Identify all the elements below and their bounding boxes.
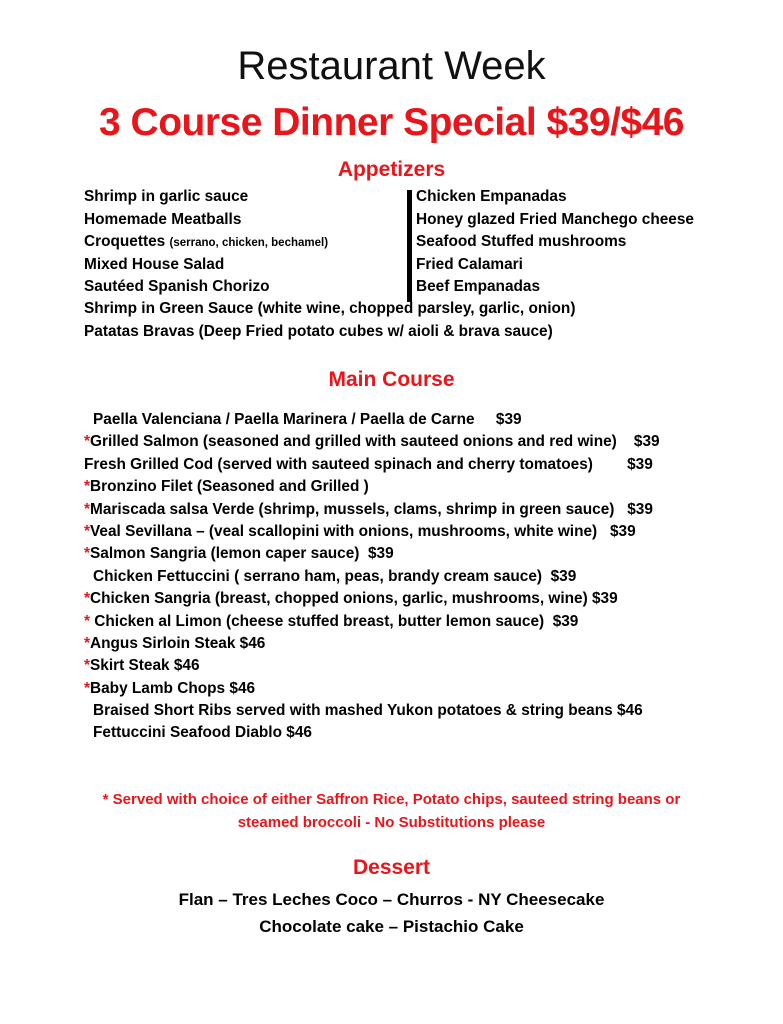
main-course-text: Braised Short Ribs served with mashed Yukon potatoes & string beans $46	[93, 702, 643, 720]
main-course-item	[84, 543, 764, 565]
appetizer-item: Shrimp in garlic sauce	[84, 188, 249, 205]
appetizer-item: Sautéed Spanish Chorizo	[84, 278, 270, 295]
asterisk-marker: *	[84, 590, 90, 608]
appetizers-heading: Appetizers	[337, 158, 446, 181]
appetizer-item: Shrimp in Green Sauce (white wine, chopped parsley, garlic, onion)	[84, 300, 576, 317]
main-course-item	[84, 521, 764, 543]
main-course-text: Chicken al Limon (cheese stuffed breast, butter lemon sauce) $39	[90, 612, 579, 630]
dessert-heading: Dessert	[352, 856, 431, 879]
main-course-text: Baby Lamb Chops $46	[90, 679, 256, 697]
appetizer-item: Seafood Stuffed mushrooms	[416, 233, 627, 250]
appetizer-item: Croquettes (serrano, chicken, bechamel)	[84, 233, 329, 250]
main-course-text: Fresh Grilled Cod (served with sauteed spinach and cherry tomatoes) $39	[84, 455, 653, 473]
main-course-item	[84, 566, 764, 588]
asterisk-marker: *	[84, 679, 90, 697]
main-course-text: Angus Sirloin Steak $46	[90, 634, 266, 652]
dessert-line: Flan – Tres Leches Coco – Churros - NY Cheesecake	[178, 890, 605, 909]
asterisk-marker: *	[84, 500, 90, 518]
main-course-text: Mariscada salsa Verde (shrimp, mussels, clams, shrimp in green sauce) $39	[90, 500, 653, 518]
main-course-text: Paella Valenciana / Paella Marinera / Paella de Carne $39	[93, 411, 522, 428]
page-title: Restaurant Week	[237, 44, 546, 88]
main-course-text: Chicken Sangria (breast, chopped onions, garlic, mushrooms, wine) $39	[90, 590, 618, 608]
main-course-item	[84, 409, 764, 431]
footnote-line: * Served with choice of either Saffron Rice, Potato chips, sauteed string beans or	[102, 791, 681, 808]
main-course-text: Grilled Salmon (seasoned and grilled with sauteed onions and red wine) $39	[90, 433, 660, 451]
appetizer-item: Patatas Bravas (Deep Fried potato cubes w/ aioli & brava sauce)	[84, 322, 553, 340]
main-course-item	[84, 454, 764, 476]
main-course-item	[84, 588, 764, 610]
appetizer-item: Honey glazed Fried Manchego cheese	[416, 210, 694, 228]
main-course-item	[84, 499, 764, 521]
dessert-line: Chocolate cake – Pistachio Cake	[259, 917, 524, 936]
asterisk-marker: *	[84, 478, 90, 496]
asterisk-marker: *	[84, 657, 90, 675]
main-course-heading: Main Course	[328, 368, 455, 391]
asterisk-marker: *	[84, 612, 90, 630]
main-course-item	[84, 678, 764, 700]
special-subtitle: 3 Course Dinner Special $39/$46	[99, 101, 684, 144]
appetizers-right-column	[416, 186, 746, 299]
column-divider	[407, 190, 412, 302]
appetizer-note: (serrano, chicken, bechamel)	[169, 237, 329, 249]
main-course-text: Veal Sevillana – (veal scallopini with onions, mushrooms, white wine) $39	[90, 522, 636, 540]
main-course-item	[84, 431, 764, 453]
asterisk-marker: *	[84, 522, 90, 540]
main-course-item	[84, 722, 764, 744]
main-course-item	[84, 655, 764, 677]
footnote	[60, 788, 723, 834]
appetizer-item: Chicken Empanadas	[416, 188, 567, 205]
asterisk-marker: *	[84, 634, 90, 652]
main-course-item	[84, 476, 764, 498]
main-course-item	[84, 700, 764, 722]
dessert-list	[0, 886, 783, 940]
main-course-text: Salmon Sangria (lemon caper sauce) $39	[90, 545, 394, 563]
main-course-item	[84, 633, 764, 655]
appetizers-full-width	[84, 298, 575, 343]
main-course-list	[84, 409, 764, 745]
appetizer-item: Beef Empanadas	[416, 278, 541, 295]
appetizer-item: Mixed House Salad	[84, 255, 225, 273]
main-course-text: Chicken Fettuccini ( serrano ham, peas, brandy cream sauce) $39	[93, 567, 577, 585]
main-course-text: Bronzino Filet (Seasoned and Grilled )	[90, 478, 369, 496]
footnote-line: steamed broccoli - No Substitutions please	[237, 814, 546, 831]
asterisk-marker: *	[84, 433, 90, 451]
main-course-text: Skirt Steak $46	[90, 657, 200, 675]
main-course-item	[84, 611, 764, 633]
appetizers-left-column	[84, 186, 404, 299]
asterisk-marker: *	[84, 545, 90, 563]
appetizer-item: Homemade Meatballs	[84, 210, 242, 228]
appetizer-item: Fried Calamari	[416, 255, 523, 273]
main-course-text: Fettuccini Seafood Diablo $46	[93, 724, 312, 742]
